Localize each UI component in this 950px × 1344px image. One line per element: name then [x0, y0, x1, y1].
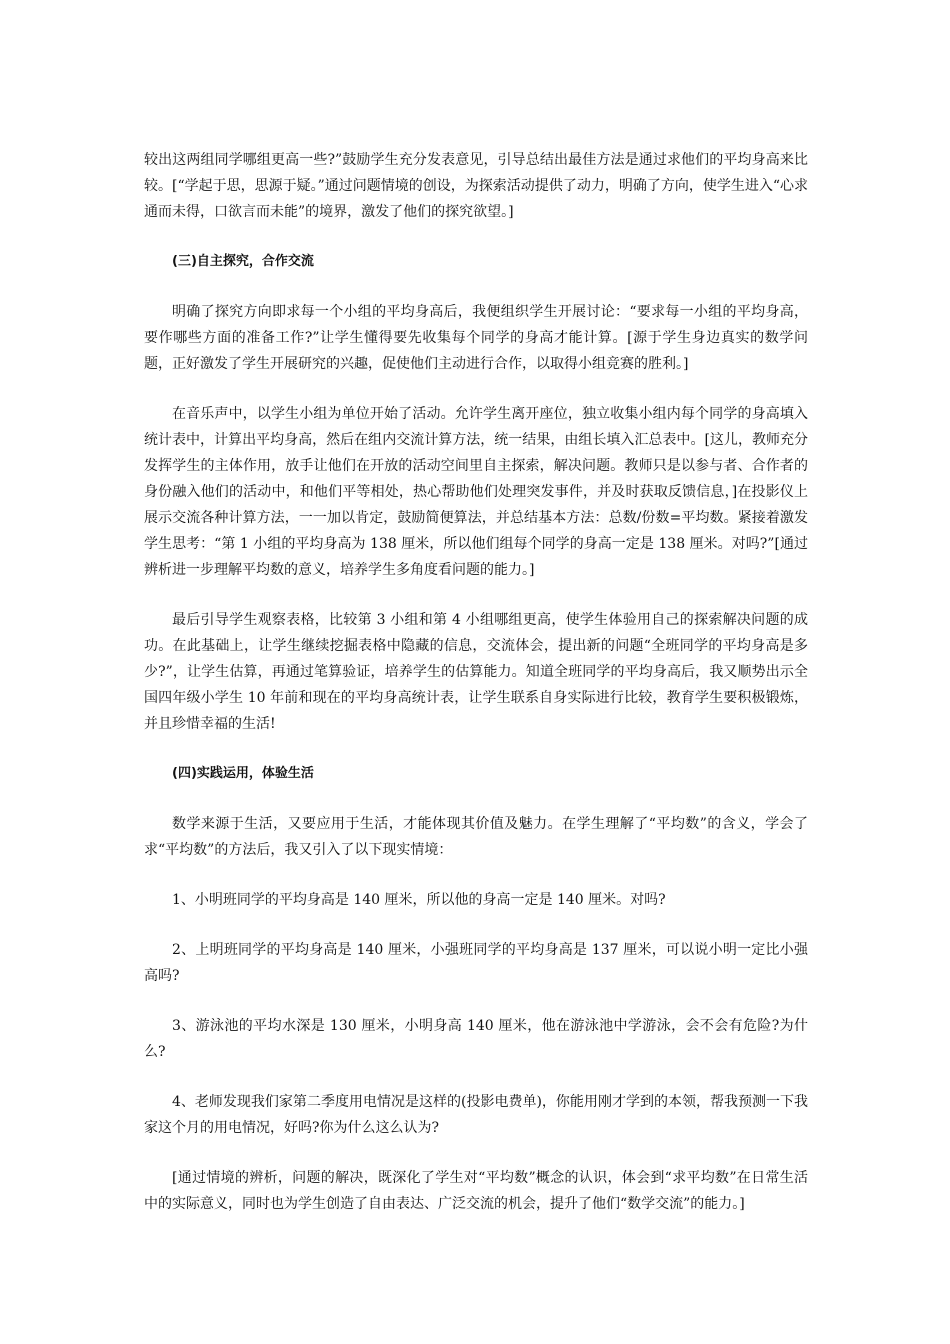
document-body	[144, 147, 808, 1217]
question-1: 1、小明班同学的平均身高是 140 厘米，所以他的身高一定是 140 厘米。对吗?	[172, 892, 666, 908]
paragraph-explore-direction: 明确了探究方向即求每一个小组的平均身高后，我便组织学生开展讨论：“要求每一小组的平均身高，要作哪些方面的准备工作?”让学生懂得要先收集每个同学的身高才能计算。[源于学生身边真实的数学问题，正好激发了学生开展研究的兴趣，促使他们主动进行合作，以取得小组竞赛的胜利。]	[144, 304, 808, 372]
paragraph-intro-continued: 较出这两组同学哪组更高一些?”鼓励学生充分发表意见，引导总结出最佳方法是通过求他们的平均身高来比较。[“学起于思，思源于疑。”通过问题情境的创设，为探索活动提供了动力，明确了方向，使学生进入“心求通而未得，口欲言而未能”的境界，激发了他们的探究欲望。]	[144, 152, 808, 220]
paragraph-compare-groups: 最后引导学生观察表格，比较第 3 小组和第 4 小组哪组更高，使学生体验用自己的探索解决问题的成功。在此基础上，让学生继续挖掘表格中隐藏的信息，交流体会，提出新的问题“全班同学的平均身高是多少?”，让学生估算，再通过笔算验证，培养学生的估算能力。知道全班同学的平均身高后，我又顺势出示全国四年级小学生 10 年前和现在的平均身高统计表，让学生联系自身实际进行比较，教育学生要积极锻炼，并且珍惜幸福的生活!	[144, 612, 808, 732]
question-4: 4、老师发现我们家第二季度用电情况是这样的(投影电费单)，你能用刚才学到的本领，帮我预测一下我家这个月的用电情况，好吗?你为什么这么认为?	[144, 1094, 808, 1136]
paragraph-summary: [通过情境的辨析，问题的解决，既深化了学生对“平均数”概念的认识，体会到“求平均数”在日常生活中的实际意义，同时也为学生创造了自由表达、广泛交流的机会，提升了他们“数学交流”的能力。]	[144, 1170, 808, 1212]
paragraph-group-activity: 在音乐声中，以学生小组为单位开始了活动。允许学生离开座位，独立收集小组内每个同学的身高填入统计表中，计算出平均身高，然后在组内交流计算方法，统一结果，由组长填入汇总表中。[这儿，教师充分发挥学生的主体作用，放手让他们在开放的活动空间里自主探索，解决问题。教师只是以参与者、合作者的身份融入他们的活动中，和他们平等相处，热心帮助他们处理突发事件，并及时获取反馈信息，]在投影仪上展示交流各种计算方法，一一加以肯定，鼓励简便算法，并总结基本方法：总数/份数=平均数。紧接着激发学生思考：“第 1 小组的平均身高为 138 厘米，所以他们组每个同学的身高一定是 138 厘米。对吗?”[通过辨析进一步理解平均数的意义，培养学生多角度看问题的能力。]	[144, 406, 808, 578]
section-heading-3: (三)自主探究，合作交流	[172, 254, 314, 269]
section-heading-4: (四)实践运用，体验生活	[172, 766, 314, 781]
paragraph-real-life: 数学来源于生活，又要应用于生活，才能体现其价值及魅力。在学生理解了“平均数”的含义，学会了求“平均数”的方法后，我又引入了以下现实情境：	[144, 816, 808, 858]
question-3: 3、游泳池的平均水深是 130 厘米，小明身高 140 厘米，他在游泳池中学游泳，会不会有危险?为什么?	[144, 1018, 808, 1060]
question-2: 2、上明班同学的平均身高是 140 厘米，小强班同学的平均身高是 137 厘米，可以说小明一定比小强高吗?	[144, 942, 808, 984]
